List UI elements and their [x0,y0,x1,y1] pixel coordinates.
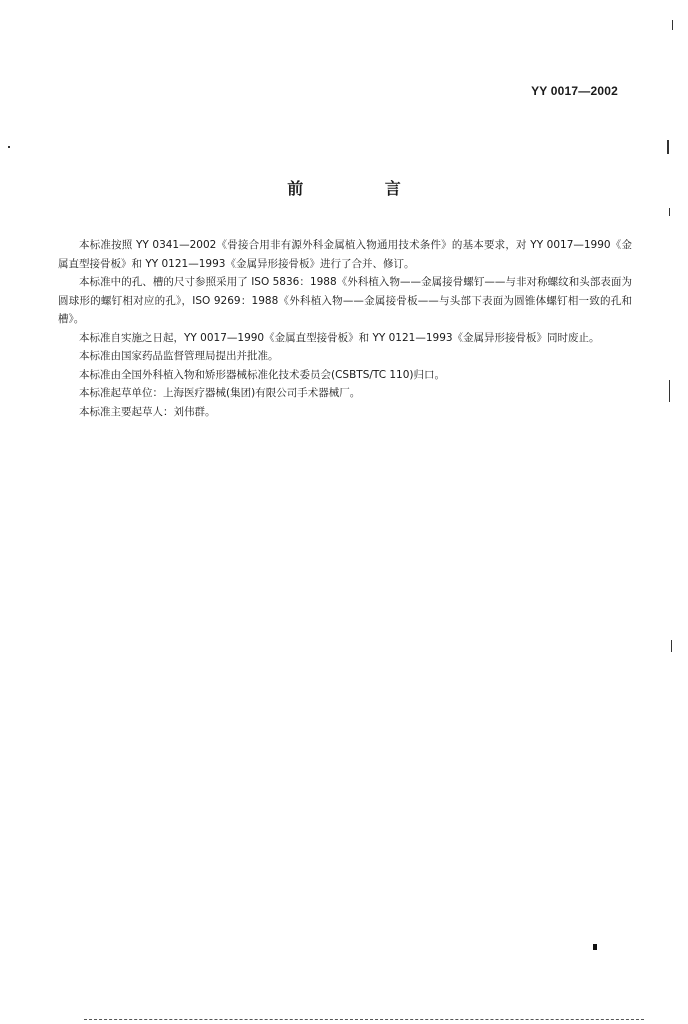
page-title: 前 言 [287,179,439,198]
scan-artifact [671,640,672,652]
scan-edge-line [84,1019,644,1020]
foreword-body [58,236,632,421]
paragraph-committee: 本标准由全国外科植入物和矫形器械标准化技术委员会(CSBTS/TC 110)归口。 [79,368,446,381]
paragraph-drafting-unit: 本标准起草单位：上海医疗器械(集团)有限公司手术器械厂。 [79,387,361,399]
paragraph-references: 本标准中的孔、槽的尺寸参照采用了 ISO 5836：1988《外科植入物——金属接骨螺钉——与非对称螺纹和头部表面为圆球形的螺钉相对应的孔》，ISO 9269：1988《外科植入物——金属接骨板——与头部下表面为圆锥体螺钉相一致的孔和槽》。 [58,276,632,325]
scan-artifact [669,380,670,402]
page-mark [593,944,597,950]
standard-code: YY 0017—2002 [531,84,618,98]
scan-artifact [669,208,670,216]
scan-artifact [672,20,673,30]
paragraph-approval: 本标准由国家药品监督管理局提出并批准。 [79,350,279,362]
paragraph-supersede: 本标准自实施之日起，YY 0017—1990《金属直型接骨板》和 YY 0121—1993《金属异形接骨板》同时废止。 [79,331,600,344]
paragraph-drafters: 本标准主要起草人：刘伟群。 [79,405,216,418]
scan-artifact [667,140,669,154]
scan-artifact [8,146,10,148]
paragraph-scope: 本标准按照 YY 0341—2002《骨接合用非有源外科金属植入物通用技术条件》的基本要求，对 YY 0017—1990《金属直型接骨板》和 YY 0121—1993《金属异形接骨板》进行了合并、修订。 [58,239,632,270]
